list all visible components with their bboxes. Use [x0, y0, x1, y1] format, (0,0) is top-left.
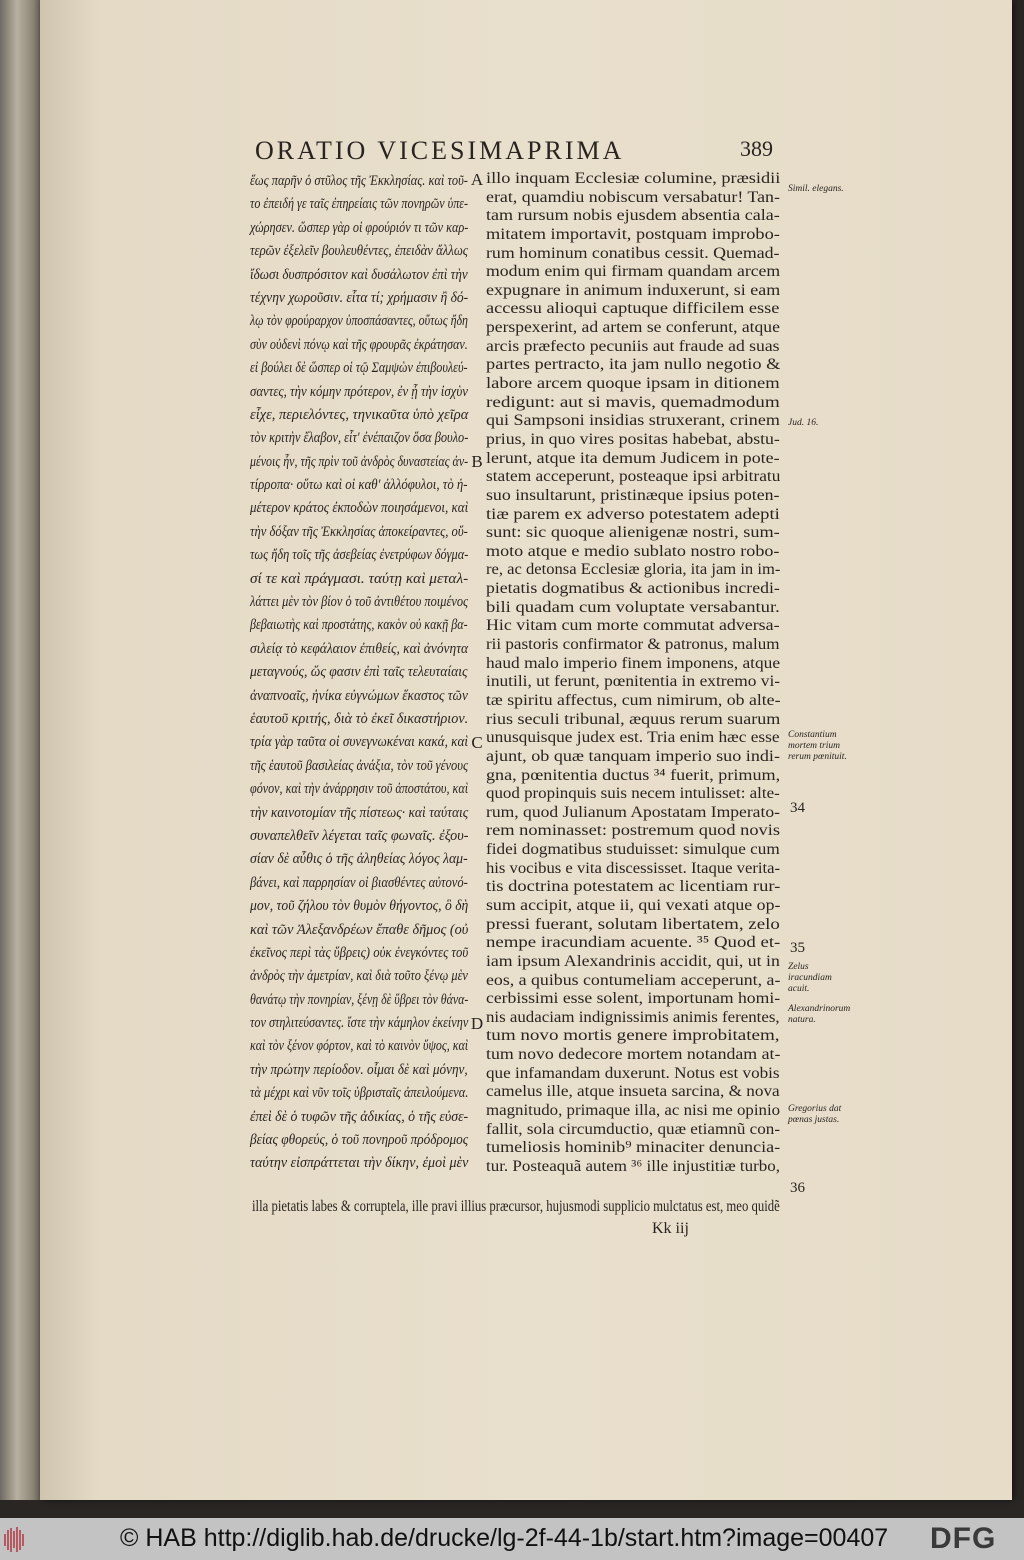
note-number: 34 — [790, 800, 805, 816]
text-line: fallit, sola circumductio, quæ etiamnũ con- — [486, 1120, 781, 1138]
text-line: εἶχε, περιελόντες, τηνικαῦτα ὑπὸ χεῖρα — [250, 406, 469, 423]
text-line: camelus ille, atque insueta sarcina, & nova — [486, 1083, 780, 1101]
text-line: τὰ μέχρι καὶ νῦν τοῖς ὑβρισταῖς ἀπειλούμενα. — [250, 1085, 469, 1102]
text-line: labore arcem quoque ipsam in ditionem — [486, 375, 780, 393]
text-line: ἀναπνοαῖς, ἡνίκα εὐγνώμων ἕκαστος τῶν — [250, 687, 468, 704]
running-head: ORATIO VICESIMAPRIMA — [255, 136, 625, 165]
text-line: τὴν καινοτομίαν τῆς πίστεως· καὶ ταύταις — [250, 804, 469, 821]
marginal-note: Zelus iracundiam acuit. — [788, 962, 832, 994]
book-binding-edge — [0, 0, 42, 1500]
text-line: suo insultarunt, pristinæque ipsius poten- — [486, 486, 780, 504]
text-line: magnitudo, primaque illa, ac nisi me opinio — [486, 1102, 781, 1120]
text-line: tis doctrina potestatem ac licentiam rur- — [486, 878, 781, 896]
text-line: τον στηλιτεύσαντες. ἴστε τὴν κάμηλον ἐκείνην — [250, 1015, 469, 1032]
text-line: τὸν κριτὴν ἔλαβον, εἶτ' ἐνέπαιζον ὅσα βουλο- — [250, 430, 469, 447]
text-line: unusquisque judex est. Tria enim hæc esse — [486, 729, 780, 747]
section-letter-a: A — [470, 170, 484, 189]
text-line: σὺν οὐδενὶ πόνῳ καὶ τῆς φρουρᾶς ἐκράτησαν. — [250, 336, 468, 353]
text-line: accessu alioqui captuque difficilem esse — [486, 300, 780, 318]
text-line: qui Sampsoni insidias struxerant, crinem — [486, 412, 780, 430]
text-line: statem acceperunt, posteaque ipsi arbitratu — [486, 468, 781, 486]
text-line: βάνει, καὶ παρρησίαν οἱ βιασθέντες αὐτονό- — [250, 874, 468, 891]
text-line: rum, quod Julianum Apostatam Imperato- — [486, 803, 780, 821]
marginal-note: Simil. elegans. — [788, 184, 844, 194]
text-line: συναπελθεῖν λέγεται ταῖς φωναῖς. ἐξου- — [250, 827, 469, 844]
text-line: τερῶν ἐξελεῖν βουλευθέντες, ἐπειδὰν ἄλλως — [250, 243, 468, 260]
text-line: que infamandam duxerunt. Notus est vobis — [486, 1064, 780, 1082]
text-line: modum enim qui firmam quandam arcem — [486, 263, 781, 281]
text-line: σαντες, τὴν κόμην πρότερον, ἐν ᾗ τὴν ἰσχὺν — [250, 383, 468, 400]
text-line: Hic vitam cum morte commutat adversa- — [486, 617, 780, 635]
text-line: ἐπεὶ δὲ ὁ τυφῶν τῆς ἀδικίας, ὁ τῆς εὐσε- — [250, 1108, 469, 1125]
text-line: re, ac detonsa Ecclesiæ gloria, ita jam in im- — [486, 561, 781, 579]
text-line: ἑαυτοῦ κριτής, διὰ τὸ ἐκεῖ δικαστήριον. — [250, 710, 469, 727]
text-line: ἴδωσι δυσπρόσιτον καὶ δυσάλωτον ἐπὶ τὴν — [250, 266, 468, 283]
text-line: rem nominasset: postremum quod novis — [486, 822, 780, 840]
text-line: iam ipsum Alexandrinis accidit, qui, ut in — [486, 952, 780, 970]
text-line: haud malo imperio finem imponens, atque — [486, 654, 781, 672]
text-line: mitatem importavit, postquam improbo- — [486, 225, 780, 243]
dfg-logo: DFG — [930, 1522, 997, 1555]
text-line: pietatis dogmatibus & actionibus incredi- — [486, 580, 780, 598]
text-line: cerbissimi esse solent, importunam homi- — [486, 990, 781, 1008]
text-line: θανάτῳ τὴν πονηρίαν, ξένῃ δὲ ὕβρει τὸν θάνα- — [250, 991, 469, 1008]
text-line: μένοις ἦν, τῆς πρὶν τοῦ ἀνδρὸς δυναστείας ἀν- — [250, 453, 469, 470]
text-line: σί τε καὶ πράγμασι. ταύτῃ καὶ μεταλ- — [250, 570, 469, 587]
text-line: τῆς ἑαυτοῦ βασιλείας ἀνάξια, τὸν τοῦ γένους — [250, 757, 469, 774]
text-line: το ἐπειδή γε ταῖς ἐπηρείαις τῶν πονηρῶν ὑπε- — [250, 196, 469, 213]
text-line: εἰ βούλει δὲ ὥσπερ οἱ τῷ Σαμψὼν ἐπιβουλεύ- — [250, 360, 468, 377]
section-letter-c: C — [471, 733, 483, 752]
text-line: φόνον, καὶ τὴν ἀνάρρησιν τοῦ ἀποστάτου, καὶ — [250, 781, 469, 798]
text-line: illo inquam Ecclesiæ columine, præsidii — [486, 170, 781, 187]
signature-mark: Kk iij — [652, 1220, 689, 1237]
text-line: ἐκεῖνος περὶ τὰς ὕβρεις) οὐκ ἐνεγκόντες τοῦ — [250, 944, 469, 961]
text-line: inutili, ut ferunt, pœnitentia in extremo vi- — [486, 673, 781, 691]
text-line: sunt: sic quoque alienigenæ nostri, sum- — [486, 524, 780, 542]
text-line: fidei dogmatibus studuisset: simulque cum — [486, 841, 780, 859]
copyright-url-link[interactable]: © HAB http://diglib.hab.de/drucke/lg-2f-44-1b/start.htm?image=00407 — [120, 1524, 889, 1552]
text-line: quod propinquis suis necem intulisset: alte- — [486, 785, 780, 803]
section-letter-d: D — [470, 1014, 484, 1033]
text-line: expugnare in animum induxerunt, si eam — [486, 281, 781, 299]
text-line: erat, quamdiu nobiscum versabatur! Tan- — [486, 188, 780, 206]
text-line: tiæ parem ex adverso potestatem adepti — [486, 505, 780, 523]
text-line: sum accipit, atque ii, qui vexati atque op- — [486, 896, 781, 914]
note-number: 35 — [790, 940, 805, 956]
text-line: tur. Posteaquã autem ³⁶ ille injustitiæ turbo, — [486, 1157, 781, 1175]
hab-logo-icon — [4, 1526, 24, 1553]
text-line: tum novo mortis genere improbitatem, — [486, 1027, 780, 1045]
text-line: tam rursum nobis ejusdem absentia cala- — [486, 207, 780, 225]
text-line: gna, pœnitentia ductus ³⁴ fuerit, primum, — [486, 766, 781, 784]
marginal-note: Constantium mortem trium rerum pœnituit. — [788, 730, 847, 762]
text-line: λάττει μὲν τὸν βίον ὁ τοῦ ἀντιθέτου ποιμένος — [250, 594, 469, 611]
text-line: lerunt, atque ita demum Judicem in pote- — [486, 449, 780, 467]
page-number: 389 — [740, 136, 773, 161]
text-line: ἀνδρὸς τὴν ἀμετρίαν, καὶ διὰ τοῦτο ξένῳ μὲν — [250, 968, 468, 985]
text-line: μέτερον κράτος ἐκποδὼν ποιησάμενοι, καὶ — [250, 500, 469, 517]
text-line: καὶ τῶν Ἀλεξανδρέων ἔπαθε δῆμος (οὐ — [250, 921, 469, 938]
greek-column — [250, 170, 468, 1176]
text-line: βεβαιωτὴς καὶ προστάτης, κακὸν οὐ κακῇ βα- — [250, 617, 468, 634]
text-line: λῳ τὸν φρούραρχον ὑποσπάσαντες, οὕτως ἤδη — [250, 313, 468, 330]
text-line: redigunt: aut si mavis, quemadmodum — [486, 393, 780, 411]
marginal-note: Alexandrinorum natura. — [788, 1004, 851, 1025]
section-letter-b: B — [471, 452, 483, 471]
marginal-note: Jud. 16. — [788, 418, 819, 428]
text-line: tumeliosis hominib⁹ minaciter denuncia- — [486, 1139, 781, 1157]
text-line: τίρροπα· οὕτω καὶ οἱ καθ' ἀλλόφυλοι, τὸ ἡ- — [250, 477, 468, 494]
text-line: ταύτην εἰσπράττεται τὴν δίκην, ἐμοὶ μὲν — [250, 1155, 469, 1172]
text-line: partes pertracto, ita jam nullo negotio & — [486, 356, 781, 374]
footer-bar — [0, 1518, 1024, 1560]
text-line: bili quadam cum voluptate versabantur. — [486, 598, 780, 616]
text-line: χώρησεν. ὥσπερ γὰρ οἱ φρούριόν τι τῶν καρ- — [250, 219, 469, 236]
text-line: nempe iracundiam acuente. ³⁵ Quod et- — [486, 934, 781, 952]
text-line: his vocibus e vita discessisset. Itaque verita- — [486, 859, 781, 877]
text-line: τὴν δόξαν τῆς Ἐκκλησίας ἀποκείραντες, οὕ- — [250, 523, 468, 540]
text-line: μον, τοῦ ζήλου τὸν θυμὸν θήγοντος, ὃ δὴ — [250, 898, 469, 915]
text-line: σιλείᾳ τὸ κεφάλαιον ἐπιθείς, καὶ ἀνόνητα — [250, 640, 469, 657]
text-line: βείας φθορεύς, ὁ τοῦ πονηροῦ πρόδρομος — [250, 1132, 469, 1149]
text-line: τέχνην χωροῦσιν. εἶτα τί; χρήμασιν ἢ δό- — [250, 289, 469, 306]
text-line: rum hominum conatibus cessit. Quemad- — [486, 244, 780, 262]
text-line: perspexerint, ad artem se conferunt, atque — [486, 319, 780, 337]
text-line: τως ἤδη τοῖς τῆς ἀσεβείας ἐνετρύφων δόγμα- — [250, 547, 469, 564]
text-line: eos, a quibus contumeliam acceperunt, a- — [486, 971, 781, 989]
text-line: τρία γὰρ ταῦτα οἱ συνεγνωκέναι κακά, καὶ — [250, 734, 469, 751]
text-line: rius seculi tribunal, æquus rerum suarum — [486, 710, 781, 728]
text-line: rii pastoris confirmator & patronus, malum — [486, 636, 780, 654]
text-line: ἕως παρῆν ὁ στῦλος τῆς Ἐκκλησίας. καὶ τοῦ- — [250, 173, 468, 189]
text-line: arcis præfecto pecuniis aut fraude ad suas — [486, 337, 780, 355]
note-number: 36 — [790, 1180, 805, 1196]
text-line: moto atque e medio sublato nostro robo- — [486, 542, 780, 560]
text-line: ajunt, ob quæ tanquam imperio suo indi- — [486, 747, 780, 765]
text-line: καὶ τὸν ξένον φόρτον, καὶ τὸ καινὸν ὕψος, καὶ — [250, 1038, 469, 1055]
text-line: tæ spiritu affectus, cum nimirum, ob alte- — [486, 691, 781, 709]
text-line: pressi fuerant, solutam libertatem, zelo — [486, 915, 780, 933]
latin-column — [486, 170, 780, 1177]
text-line: tum novo dedecore mortem notandam at- — [486, 1046, 781, 1064]
text-line: σίαν δὲ αὖθις ὁ τῆς ἀληθείας λόγος λαμ- — [250, 851, 468, 868]
book-page — [40, 0, 1012, 1500]
text-line: nis audaciam indignissimis animis ferentes, — [486, 1008, 780, 1026]
bottom-full-width-line: illa pietatis labes & corruptela, ille pravi illius præcursor, hujusmodi supplicio mulctatus est, meo quidẽ — [252, 1198, 780, 1215]
text-line: prius, in quo vires positas habebat, abstu- — [486, 430, 780, 448]
text-line: μεταγνούς, ὥς φασιν ἐπὶ ταῖς τελευταίαις — [250, 664, 468, 681]
text-line: τὴν πρώτην περίοδον. οἶμαι δὲ καὶ μόνην, — [250, 1061, 468, 1078]
marginal-note: Gregorius dat pœnas justas. — [788, 1104, 842, 1125]
